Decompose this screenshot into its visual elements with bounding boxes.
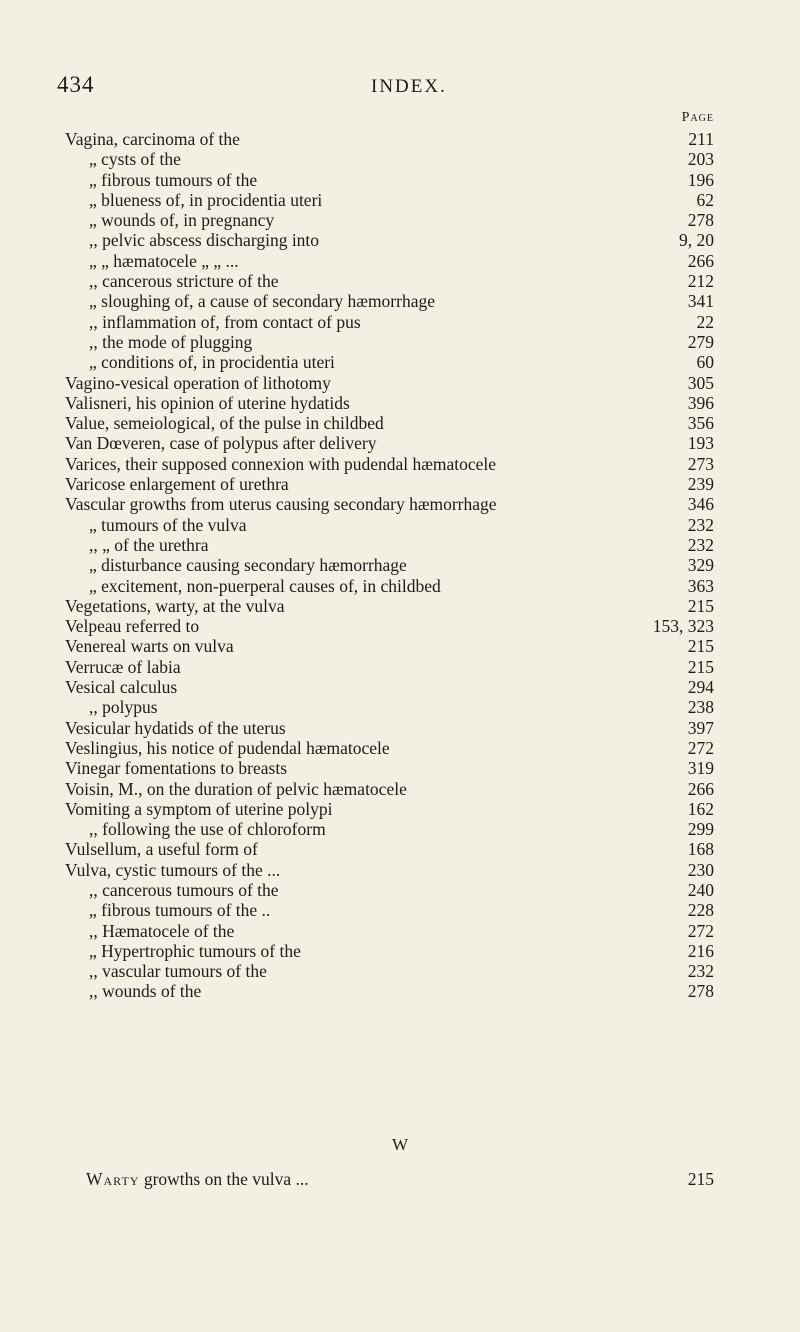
entry-term: ,, cancerous stricture of the [89, 271, 279, 292]
entry-term: „ tumours of the vulva [89, 514, 247, 535]
entry-term: Valisneri, his opinion of uterine hydatids [65, 392, 350, 413]
entry-page: 356 [687, 413, 714, 434]
entry-page: 9, 20 [679, 230, 714, 251]
entry-term: „ sloughing of, a cause of secondary hæmorrhage [89, 291, 436, 312]
entry-page: 162 [687, 798, 714, 819]
entry-term: Vesical calculus [65, 677, 178, 698]
entry-page: 215 [687, 1169, 714, 1189]
entry-page: 272 [687, 737, 714, 758]
entry-page: 299 [687, 819, 714, 840]
index-entry [0, 393, 800, 413]
entry-term: Value, semeiological, of the pulse in childbed [65, 413, 384, 434]
index-entry [0, 230, 800, 250]
index-entry [0, 596, 800, 616]
index-entry [0, 779, 800, 799]
entry-page: 238 [687, 697, 714, 718]
entry-term: Varices, their supposed connexion with pudendal hæmatocele [65, 453, 497, 474]
index-entry [0, 433, 800, 453]
entry-page: 319 [687, 758, 714, 779]
entry-term: Vascular growths from uterus causing secondary hæmorrhage [65, 494, 497, 515]
index-entry [0, 738, 800, 758]
entry-page: 215 [687, 656, 714, 677]
entry-term: „ wounds of, in pregnancy [89, 210, 275, 231]
entry-page: 278 [687, 210, 714, 231]
entry-page: 329 [687, 555, 714, 576]
entry-term: Voisin, M., on the duration of pelvic hæmatocele [65, 778, 407, 799]
running-head: INDEX. [371, 76, 447, 97]
index-entry [0, 494, 800, 514]
entry-page: 273 [687, 453, 714, 474]
index-entry [0, 373, 800, 393]
entry-page: 230 [687, 859, 714, 880]
entry-term: „ cysts of the [89, 149, 181, 170]
entry-page: 232 [687, 534, 714, 555]
index-entry [0, 941, 800, 961]
index-entry [0, 981, 800, 1001]
entry-term: „ fibrous tumours of the .. [89, 900, 271, 921]
entry-page: 266 [687, 250, 714, 271]
index-entry [0, 474, 800, 494]
index-entry [0, 149, 800, 169]
entry-term: Vulva, cystic tumours of the ... [65, 859, 281, 880]
entry-term: ,, following the use of chloroform [89, 819, 326, 840]
entry-term: Velpeau referred to [65, 616, 200, 637]
entry-page: 216 [687, 940, 714, 961]
index-entry [0, 880, 800, 900]
index-entry [0, 799, 800, 819]
entry-page: 341 [687, 291, 714, 312]
index-entry [0, 352, 800, 372]
entry-page: 215 [687, 595, 714, 616]
index-entry [0, 860, 800, 880]
entry-page: 266 [687, 778, 714, 799]
entry-term: Van Dœveren, case of polypus after delivery [65, 433, 377, 454]
entry-page: 232 [687, 514, 714, 535]
index-entry [0, 677, 800, 697]
entry-page: 22 [696, 311, 714, 332]
entry-page: 305 [687, 372, 714, 393]
entry-term: ,, „ of the urethra [89, 534, 209, 555]
page-header [0, 64, 800, 104]
index-entry [0, 535, 800, 555]
entry-term-rest: growths on the vulva ... [143, 1169, 309, 1189]
index-entry [0, 210, 800, 230]
entry-page: 272 [687, 920, 714, 941]
entry-term: Verrucæ of labia [65, 656, 181, 677]
entry-term: „ „ hæmatocele „ „ ... [89, 250, 239, 271]
index-entries [0, 129, 800, 1002]
index-entry [0, 515, 800, 535]
entry-page: 240 [687, 879, 714, 900]
entry-term: Vomiting a symptom of uterine polypi [65, 798, 333, 819]
index-entry [0, 170, 800, 190]
index-entry [0, 900, 800, 920]
entry-page: 346 [687, 494, 714, 515]
entry-term: ,, polypus [89, 697, 158, 718]
entry-term: Veslingius, his notice of pudendal hæmatocele [65, 737, 390, 758]
entry-page: 153, 323 [652, 616, 714, 637]
entry-term: „ blueness of, in procidentia uteri [89, 189, 323, 210]
entry-page: 168 [687, 839, 714, 860]
entry-term: „ excitement, non-puerperal causes of, in childbed [89, 575, 441, 596]
index-entry [0, 921, 800, 941]
index-entry [0, 251, 800, 271]
index-entry [0, 332, 800, 352]
index-entry [0, 657, 800, 677]
entry-term: Vegetations, warty, at the vulva [65, 595, 285, 616]
entry-term-lead: Warty [86, 1169, 140, 1189]
index-entry-warty [0, 1167, 800, 1191]
index-entry [0, 839, 800, 859]
entry-term: ,, wounds of the [89, 981, 202, 1002]
entry-page: 363 [687, 575, 714, 596]
entry-page: 239 [687, 474, 714, 495]
section-letter: W [391, 1135, 409, 1154]
entry-page: 215 [687, 636, 714, 657]
index-entry [0, 718, 800, 738]
entry-page: 396 [687, 392, 714, 413]
index-entry [0, 576, 800, 596]
entry-term: ,, Hæmatocele of the [89, 920, 235, 941]
entry-term: ,, pelvic abscess discharging into [89, 230, 320, 251]
entry-page: 60 [696, 352, 714, 373]
index-entry [0, 271, 800, 291]
entry-term: ,, vascular tumours of the [89, 961, 267, 982]
page-number: 434 [57, 72, 95, 97]
entry-term: „ disturbance causing secondary hæmorrhage [89, 555, 407, 576]
entry-term: Venereal warts on vulva [65, 636, 234, 657]
entry-term: Varicose enlargement of urethra [65, 474, 289, 495]
entry-term: Vulsellum, a useful form of [65, 839, 258, 860]
entry-term: ,, the mode of plugging [89, 331, 253, 352]
entry-page: 212 [687, 271, 714, 292]
entry-term: Vesicular hydatids of the uterus [65, 717, 286, 738]
entry-page: 228 [687, 900, 714, 921]
index-entry [0, 413, 800, 433]
entry-page: 232 [687, 961, 714, 982]
entry-page: 279 [687, 331, 714, 352]
entry-term: „ Hypertrophic tumours of the [89, 940, 301, 961]
index-entry [0, 961, 800, 981]
entry-term: Vagino-vesical operation of lithotomy [65, 372, 331, 393]
entry-page: 196 [687, 169, 714, 190]
entry-term: Vinegar fomentations to breasts [65, 758, 288, 779]
entry-term: ,, cancerous tumours of the [89, 879, 279, 900]
index-entry [0, 636, 800, 656]
page-column-label: Page [681, 110, 714, 125]
entry-page: 211 [688, 129, 714, 149]
index-entry [0, 291, 800, 311]
index-entry [0, 555, 800, 575]
entry-term: „ fibrous tumours of the [89, 169, 258, 190]
entry-term: Vagina, carcinoma of the [65, 129, 240, 149]
entry-term [86, 1167, 309, 1191]
index-entry [0, 312, 800, 332]
entry-page: 193 [687, 433, 714, 454]
entry-page: 203 [687, 149, 714, 170]
index-entry [0, 819, 800, 839]
entry-page: 62 [696, 189, 714, 210]
entry-page: 278 [687, 981, 714, 1002]
entry-term: „ conditions of, in procidentia uteri [89, 352, 335, 373]
index-entry [0, 454, 800, 474]
entry-page: 397 [687, 717, 714, 738]
index-entry [0, 129, 800, 149]
index-entry [0, 758, 800, 778]
index-entry [0, 697, 800, 717]
entry-page: 294 [687, 677, 714, 698]
index-entry [0, 190, 800, 210]
index-entry [0, 616, 800, 636]
entry-term: ,, inflammation of, from contact of pus [89, 311, 361, 332]
